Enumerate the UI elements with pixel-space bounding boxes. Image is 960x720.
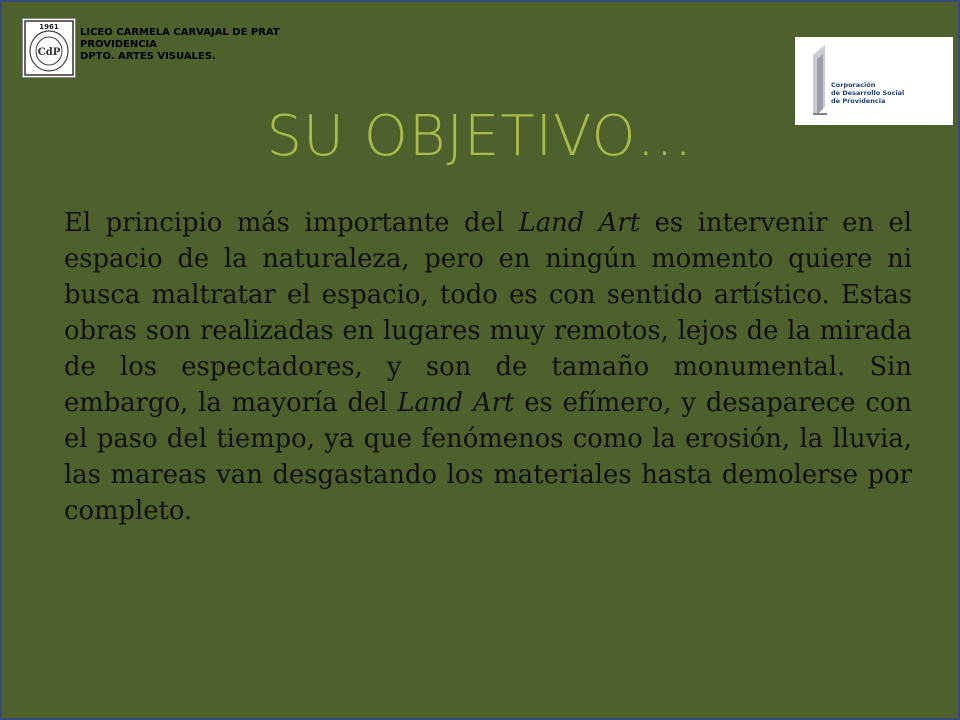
body-segment: es efímero, y desaparece con el paso del tiempo, ya que fenómenos como la erosión, la lluvia, las mareas van desgastando los materiales hasta demolerse por completo.: [64, 388, 912, 526]
school-commune: PROVIDENCIA: [80, 39, 158, 50]
school-department: DPTO. ARTES VISUALES.: [80, 51, 216, 62]
slide-title: SU OBJETIVO…: [266, 104, 694, 169]
corporation-name: [831, 81, 904, 105]
school-header-text: [80, 27, 280, 63]
slide-body-text: [64, 205, 912, 529]
school-logo: [22, 18, 76, 78]
body-segment: es intervenir en el espacio de la naturaleza, pero en ningún momento quiere ni busca maltratar el espacio, todo es con sentido artístico. Estas obras son realizadas en lugares muy remotos, lejos de la mirada de los espectadores, y son de tamaño monumental. Sin embargo, la mayoría del: [64, 208, 913, 418]
school-crest-icon: [23, 19, 75, 77]
corporation-line-2: de Desarrollo Social: [831, 89, 905, 97]
body-segment: El principio más importante del: [64, 208, 519, 238]
school-logo-monogram: CdP: [37, 47, 61, 58]
corporation-line-3: de Providencia: [831, 97, 886, 105]
body-term-land-art: Land Art: [518, 208, 641, 238]
body-term-land-art: Land Art: [397, 388, 515, 418]
corporation-line-1: Corporación: [831, 81, 876, 89]
school-logo-year: 1961: [39, 23, 59, 31]
school-name: LICEO CARMELA CARVAJAL DE PRAT: [80, 27, 280, 38]
